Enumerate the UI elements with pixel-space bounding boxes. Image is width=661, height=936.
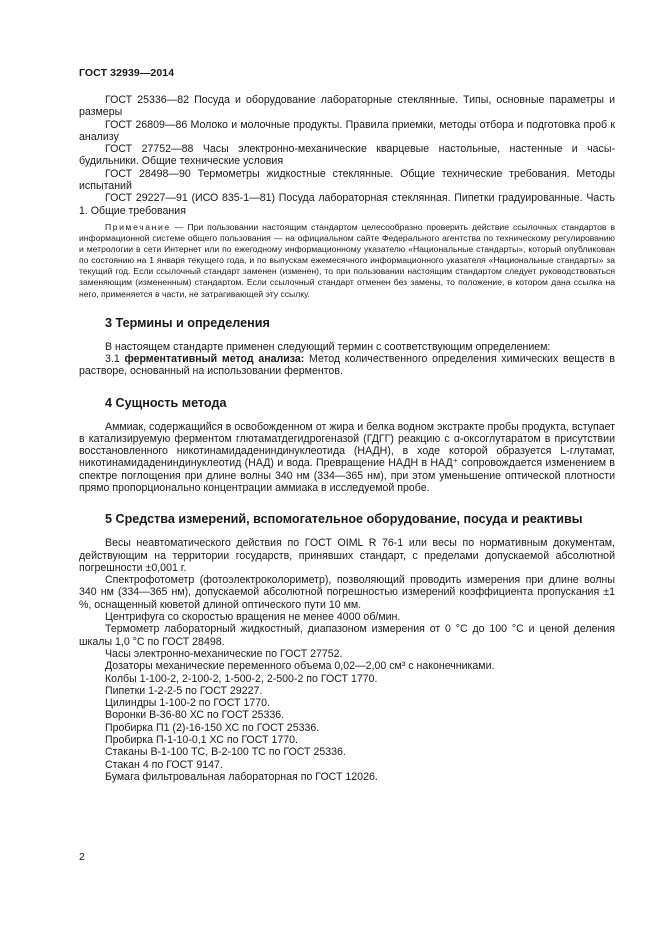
equipment-list — [79, 537, 615, 783]
page-content — [79, 94, 615, 783]
equipment-item: Бумага фильтровальная лабораторная по ГОСТ 12026. — [105, 770, 378, 783]
equipment-item: Часы электронно-механические по ГОСТ 27752. — [105, 647, 343, 660]
equipment-item: Спектрофотометр (фотоэлектроколориметр), позволяющий проводить измерения при длине волны 340 нм (334—365 нм), допускаемой абсолютной погрешностью измерений коэффициента пропускания ±1 %, оснащенный кюветой длиной оптического пути 10 мм. — [79, 574, 615, 611]
equipment-item: Пипетки 1-2-2-5 по ГОСТ 29227. — [105, 684, 263, 697]
equipment-item: Стакан 4 по ГОСТ 9147. — [105, 758, 223, 771]
equipment-item: Стаканы В-1-100 ТС, В-2-100 ТС по ГОСТ 25336. — [105, 746, 346, 759]
equipment-item: Термометр лабораторный жидкостный, диапазоном измерения от 0 °С до 100 °С и ценой деления шкалы 1,0 °С по ГОСТ 28498. — [79, 623, 615, 648]
section-3-intro: В настоящем стандарте применен следующий термин с соответствующим определением: — [105, 340, 551, 353]
equipment-item: Дозаторы механические переменного объема 0,02—2,00 см³ с наконечниками. — [105, 660, 495, 673]
equipment-item: Пробирка П-1-10-0,1 ХС по ГОСТ 1770. — [105, 734, 299, 747]
section-4-text: Аммиак, содержащийся в освобожденном от жира и белка водном экстракте пробы продукта, вступает в катализируемую ферментом глютаматдегидрогеназой (ГДГГ) реакцию с α-оксоглутаратом в присутствии восстановленного никотинамидадениндинуклеотида (НАДН), в ходе которой образуется L-глутамат, никотинамидадениндинуклеотид (НАД) и вода. Превращение НАДН в НАД⁺ сопровождается изменением в спектре поглощения при длине волны 340 нм (334—365 нм), при этом уменьшение оптической плотности прямо пропорционально концентрации аммиака в исследуемой пробе. — [79, 420, 615, 494]
section-3-heading: 3 Термины и определения — [105, 315, 270, 330]
note-label: Примечание — [105, 221, 171, 232]
section-5-heading: 5 Средства измерений, вспомогательное оборудование, посуда и реактивы — [105, 512, 583, 527]
equipment-item: Цилиндры 1-100-2 по ГОСТ 1770. — [105, 697, 270, 710]
term-definition-text: Метод количественного определения химических веществ в растворе, основанный на использовании ферментов. — [79, 352, 615, 378]
equipment-item: Пробирка П1 (2)-16-150 ХС по ГОСТ 25336. — [105, 721, 320, 734]
reference-item: ГОСТ 29227—91 (ИСО 835-1—81) Посуда лабораторная стеклянная. Пипетки градуированные. Часть 1. Общие требования — [79, 192, 615, 217]
document-header: ГОСТ 32939—2014 — [79, 67, 175, 79]
equipment-item: Весы неавтоматического действия по ГОСТ OIML R 76-1 или весы по нормативным документам, действующим на территории государств, принявших стандарт, с пределами допускаемой абсолютной погрешности ±0,001 г. — [79, 537, 615, 574]
normative-references — [79, 94, 615, 217]
page-number: 2 — [79, 851, 85, 863]
reference-item: ГОСТ 27752—88 Часы электронно-механические кварцевые настольные, настенные и часы-будильники. Общие технические условия — [79, 143, 615, 168]
term-name: ферментативный метод анализа: — [124, 352, 305, 365]
equipment-item: Центрифуга со скоростью вращения не менее 4000 об/мин. — [105, 611, 401, 624]
note-text: — При пользовании настоящим стандартом целесообразно проверить действие ссылочных стандартов в информационной системе общего пользования — на официальном сайте Федерального агентства по техническому регулированию и метрологии в сети Интернет или по ежегодному информационному указателю «Национальные стандарты», который опубликован по состоянию на 1 января текущего года, и по выпускам ежемесячного информационного указателя «Национальные стандарты» за текущий год. Если ссылочный стандарт заменен (изменен), то при пользовании настоящим стандартом следует руководствоваться заменяющим (измененным) стандартом. Если ссылочный стандарт отменен без замены, то положение, в котором дана ссылка на него, применяется в части, не затрагивающей эту ссылку. — [79, 221, 616, 299]
reference-item: ГОСТ 26809—86 Молоко и молочные продукты. Правила приемки, методы отбора и подготовка проб к анализу — [79, 118, 615, 143]
term-number: 3.1 — [105, 352, 120, 365]
reference-item: ГОСТ 25336—82 Посуда и оборудование лабораторные стеклянные. Типы, основные параметры и размеры — [79, 94, 615, 119]
equipment-item: Воронки В-36-80 ХС по ГОСТ 25336. — [105, 709, 285, 722]
reference-note — [79, 222, 615, 300]
section-4-heading: 4 Сущность метода — [105, 395, 227, 410]
term-definition — [79, 353, 615, 378]
reference-item: ГОСТ 28498—90 Термометры жидкостные стеклянные. Общие технические требования. Методы испытаний — [79, 167, 615, 193]
equipment-item: Колбы 1-100-2, 2-100-2, 1-500-2, 2-500-2 по ГОСТ 1770. — [105, 672, 378, 685]
